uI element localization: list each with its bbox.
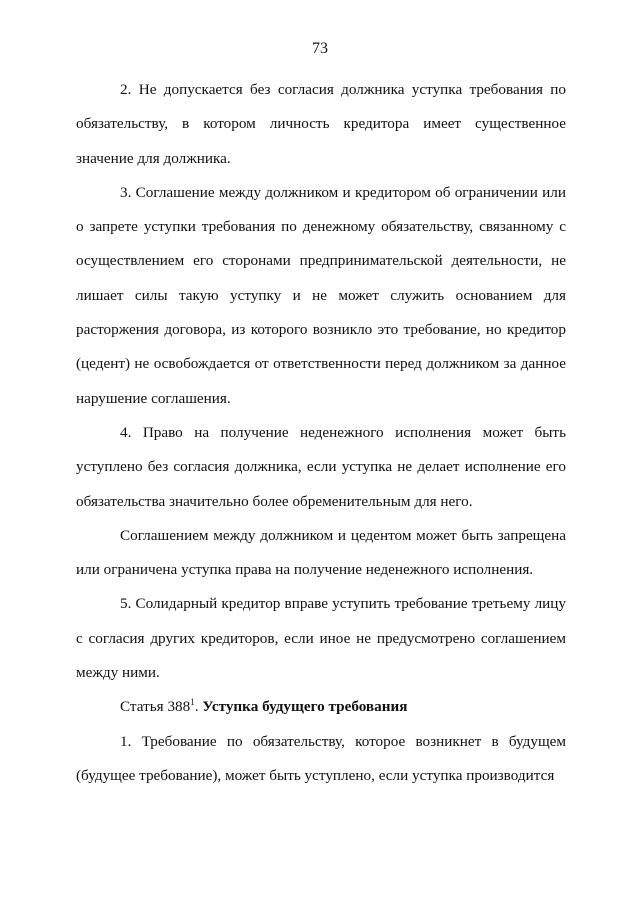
paragraph-3: 3. Соглашение между должником и кредитором об ограничении или о запрете уступки требования по денежному обязательству, связанному с осуществлением его сторонами предпринимательской деятельности, не лишает силы такую уступку и не может служить основанием для расторжения договора, из которого возникло это требование, но кредитор (цедент) не освобождается от ответственности перед должником за данное нарушение соглашения. [76, 183, 566, 407]
article-heading [76, 690, 566, 724]
article-paragraph-1: 1. Требование по обязательству, которое возникнет в будущем (будущее требование), может быть уступлено, если уступка производится [76, 732, 566, 784]
article-separator: . [194, 698, 203, 716]
paragraph-2: 2. Не допускается без согласия должника уступка требования по обязательству, в котором личность кредитора имеет существенное значение для должника. [76, 81, 566, 167]
article-number: Статья 388 [120, 698, 191, 716]
article-superscript: 1 [190, 697, 195, 708]
paragraph-5: 5. Солидарный кредитор вправе уступить требование третьему лицу с согласия других кредиторов, если иное не предусмотрено соглашением между ними. [76, 595, 566, 682]
body-text [76, 73, 566, 793]
article-title: Уступка будущего требования [202, 698, 408, 716]
page-number: 73 [312, 40, 328, 57]
paragraph-4: 4. Право на получение неденежного исполнения может быть уступлено без согласия должника, если уступка не делает исполнение его обязательства значительно более обременительным для него. [76, 423, 566, 510]
paragraph-4-continuation: Соглашением между должником и цедентом может быть запрещена или ограничена уступка права на получение неденежного исполнения. [76, 526, 566, 579]
